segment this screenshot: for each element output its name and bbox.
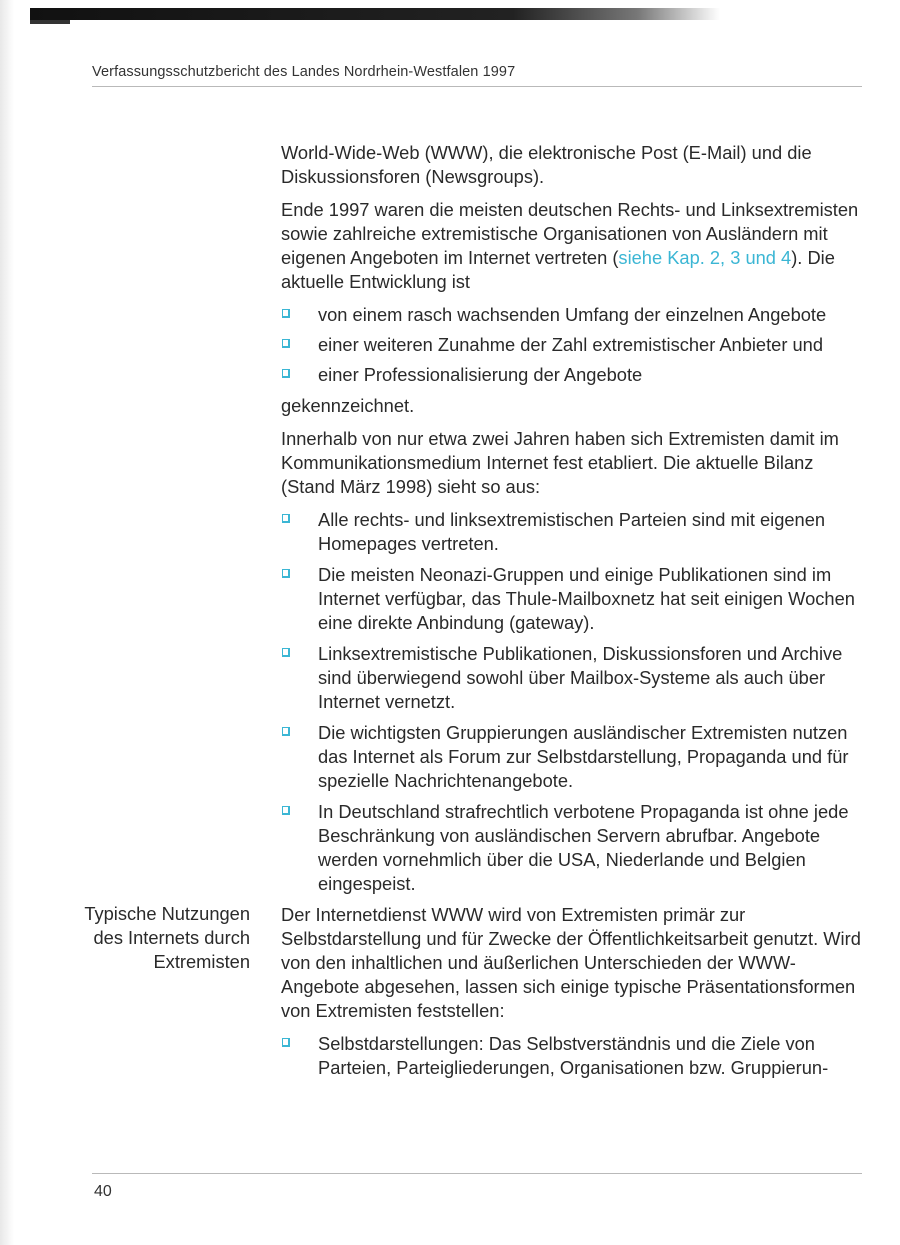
square-bullet-icon — [282, 569, 290, 578]
list-item: Alle rechts- und linksextremistischen Parteien sind mit eigenen Homepages vertreten. — [281, 508, 863, 556]
list-item: einer weiteren Zunahme der Zahl extremistischer Anbieter und — [281, 333, 863, 357]
list-item: von einem rasch wachsenden Umfang der einzelnen Angebote — [281, 303, 863, 327]
square-bullet-icon — [282, 339, 290, 348]
list-item: Die wichtigsten Gruppierungen ausländischer Extremisten nutzen das Internet als Forum zur Selbstdarstellung, Propaganda und für spezielle Nachrichtenangebote. — [281, 721, 863, 793]
square-bullet-icon — [282, 1038, 290, 1047]
page-number: 40 — [94, 1183, 112, 1200]
presentation-forms-list — [281, 1032, 863, 1080]
paragraph-3: gekennzeichnet. — [281, 395, 415, 416]
list-item: Linksextremistische Publikationen, Diskussionsforen und Archive sind überwiegend sowohl über Mailbox-Systeme als auch über Internet vernetzt. — [281, 642, 863, 714]
footer-rule — [92, 1173, 862, 1174]
paragraph-1: World-Wide-Web (WWW), die elektronische Post (E-Mail) und die Diskussionsforen (Newsgroups). — [281, 142, 812, 187]
header-rule — [92, 86, 862, 87]
paragraph-2 — [281, 198, 863, 294]
paragraph-2-text-b: ). Die aktuelle Entwicklung ist — [281, 247, 835, 292]
list-item: Die meisten Neonazi-Gruppen und einige Publikationen sind im Internet verfügbar, das Thule-Mailboxnetz hat seit einigen Wochen eine direkte Anbindung (gateway). — [281, 563, 863, 635]
square-bullet-icon — [282, 806, 290, 815]
paragraph-5: Der Internetdienst WWW wird von Extremisten primär zur Selbstdarstellung und für Zwecke der Öffentlichkeitsarbeit genutzt. Wird von den inhaltlichen und äußerlichen Unterschieden der WWW-Angebote abgesehen, lassen sich einige typische Präsentationsformen von Extremisten feststellen: — [281, 904, 861, 1021]
list-item: Selbstdarstellungen: Das Selbstverständnis und die Ziele von Parteien, Parteigliederungen, Organisationen bzw. Gruppierun- — [281, 1032, 863, 1080]
square-bullet-icon — [282, 369, 290, 378]
scan-edge-bar — [30, 8, 720, 20]
square-bullet-icon — [282, 648, 290, 657]
list-item: In Deutschland strafrechtlich verbotene Propaganda ist ohne jede Beschränkung von ausländischen Servern abrufbar. Angebote werden vornehmlich über die USA, Niederlande und Belgien eingespeist. — [281, 800, 863, 896]
square-bullet-icon — [282, 309, 290, 318]
development-list — [281, 303, 863, 387]
square-bullet-icon — [282, 514, 290, 523]
square-bullet-icon — [282, 727, 290, 736]
page-edge-shadow — [0, 0, 14, 1245]
status-list — [281, 508, 863, 896]
paragraph-4: Innerhalb von nur etwa zwei Jahren haben sich Extremisten damit im Kommunikationsmedium Internet fest etabliert. Die aktuelle Bilanz (Stand März 1998) sieht so aus: — [281, 428, 839, 497]
paragraph-2-text-a: Ende 1997 waren die meisten deutschen Rechts- und Linksextremisten sowie zahlreiche extremistische Organisationen von Ausländern mit eigenen Angeboten im Internet vertreten ( — [281, 199, 859, 268]
list-item: einer Professionalisierung der Angebote — [281, 363, 863, 387]
margin-note: Typische Nutzungen des Internets durch Extremisten — [84, 903, 250, 972]
main-text-column — [281, 141, 863, 1087]
running-header: Verfassungsschutzbericht des Landes Nordrhein-Westfalen 1997 — [92, 64, 516, 80]
chapter-cross-reference: siehe Kap. 2, 3 und 4 — [618, 247, 792, 268]
